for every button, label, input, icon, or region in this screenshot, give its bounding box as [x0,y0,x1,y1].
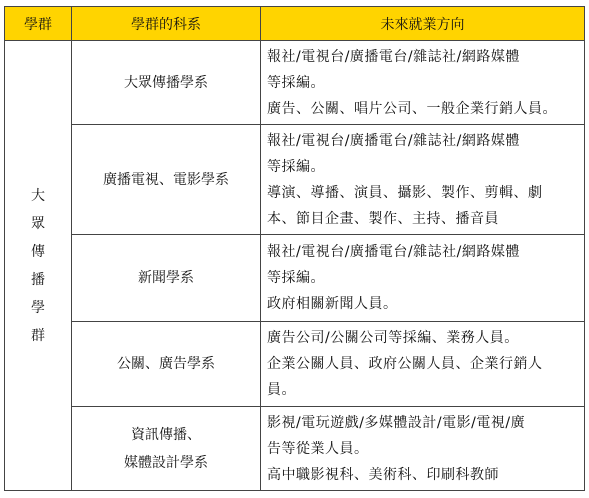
department-name: 資訊傳播、 [131,426,201,443]
career-line: 政府相關新聞人員。 [267,296,398,312]
career-line: 高中職影視科、美術科、印刷科教師 [267,466,499,483]
header-group: 學群 [5,7,72,41]
department-name: 新聞學系 [138,270,194,286]
career-line: 等採編。 [267,158,325,175]
department-name: 大眾傳播學系 [124,74,208,91]
group-char: 播 [31,271,45,288]
department-name: 公關、廣告學系 [117,356,215,372]
group-char: 眾 [31,215,45,232]
header-career: 未來就業方向 [261,7,585,41]
department-cell [72,125,261,235]
header-row [5,7,585,41]
table-row [5,125,585,235]
career-line: 廣告、公關、唱片公司、一般企業行銷人員。 [267,100,557,117]
group-char: 學 [31,299,45,316]
table-row [5,322,585,407]
department-cell [72,41,261,125]
header-department: 學群的科系 [72,7,261,41]
department-cell [72,235,261,322]
group-char: 群 [31,327,45,344]
career-line: 等採編。 [267,270,325,286]
career-line: 告等從業人員。 [267,440,369,457]
group-char: 大 [31,187,45,204]
table-row [5,407,585,491]
group-char: 傳 [31,243,45,260]
career-line: 等採編。 [267,74,325,91]
career-line: 報社/電視台/廣播電台/雜誌社/網路媒體 [267,48,520,65]
department-cell [72,322,261,407]
career-cell [261,322,585,407]
department-name: 廣播電視、電影學系 [103,171,229,188]
career-cell [261,125,585,235]
table-row [5,41,585,125]
careers-table [4,6,585,491]
career-line: 員。 [267,382,296,398]
career-cell [261,41,585,125]
career-line: 報社/電視台/廣播電台/雜誌社/網路媒體 [267,132,520,149]
department-cell [72,407,261,491]
career-line: 廣告公司/公關公司等採編、業務人員。 [267,330,519,346]
career-cell [261,235,585,322]
department-name: 媒體設計學系 [124,454,208,471]
career-line: 影視/電玩遊戲/多媒體設計/電影/電視/廣 [267,414,526,431]
career-line: 導演、導播、演員、攝影、製作、剪輯、劇 [267,184,543,201]
group-cell [5,41,72,491]
career-line: 報社/電視台/廣播電台/雜誌社/網路媒體 [267,244,520,260]
career-cell [261,407,585,491]
career-line: 本、節目企畫、製作、主持、播音員 [267,210,499,227]
career-line: 企業公關人員、政府公關人員、企業行銷人 [267,356,543,372]
table-row [5,235,585,322]
